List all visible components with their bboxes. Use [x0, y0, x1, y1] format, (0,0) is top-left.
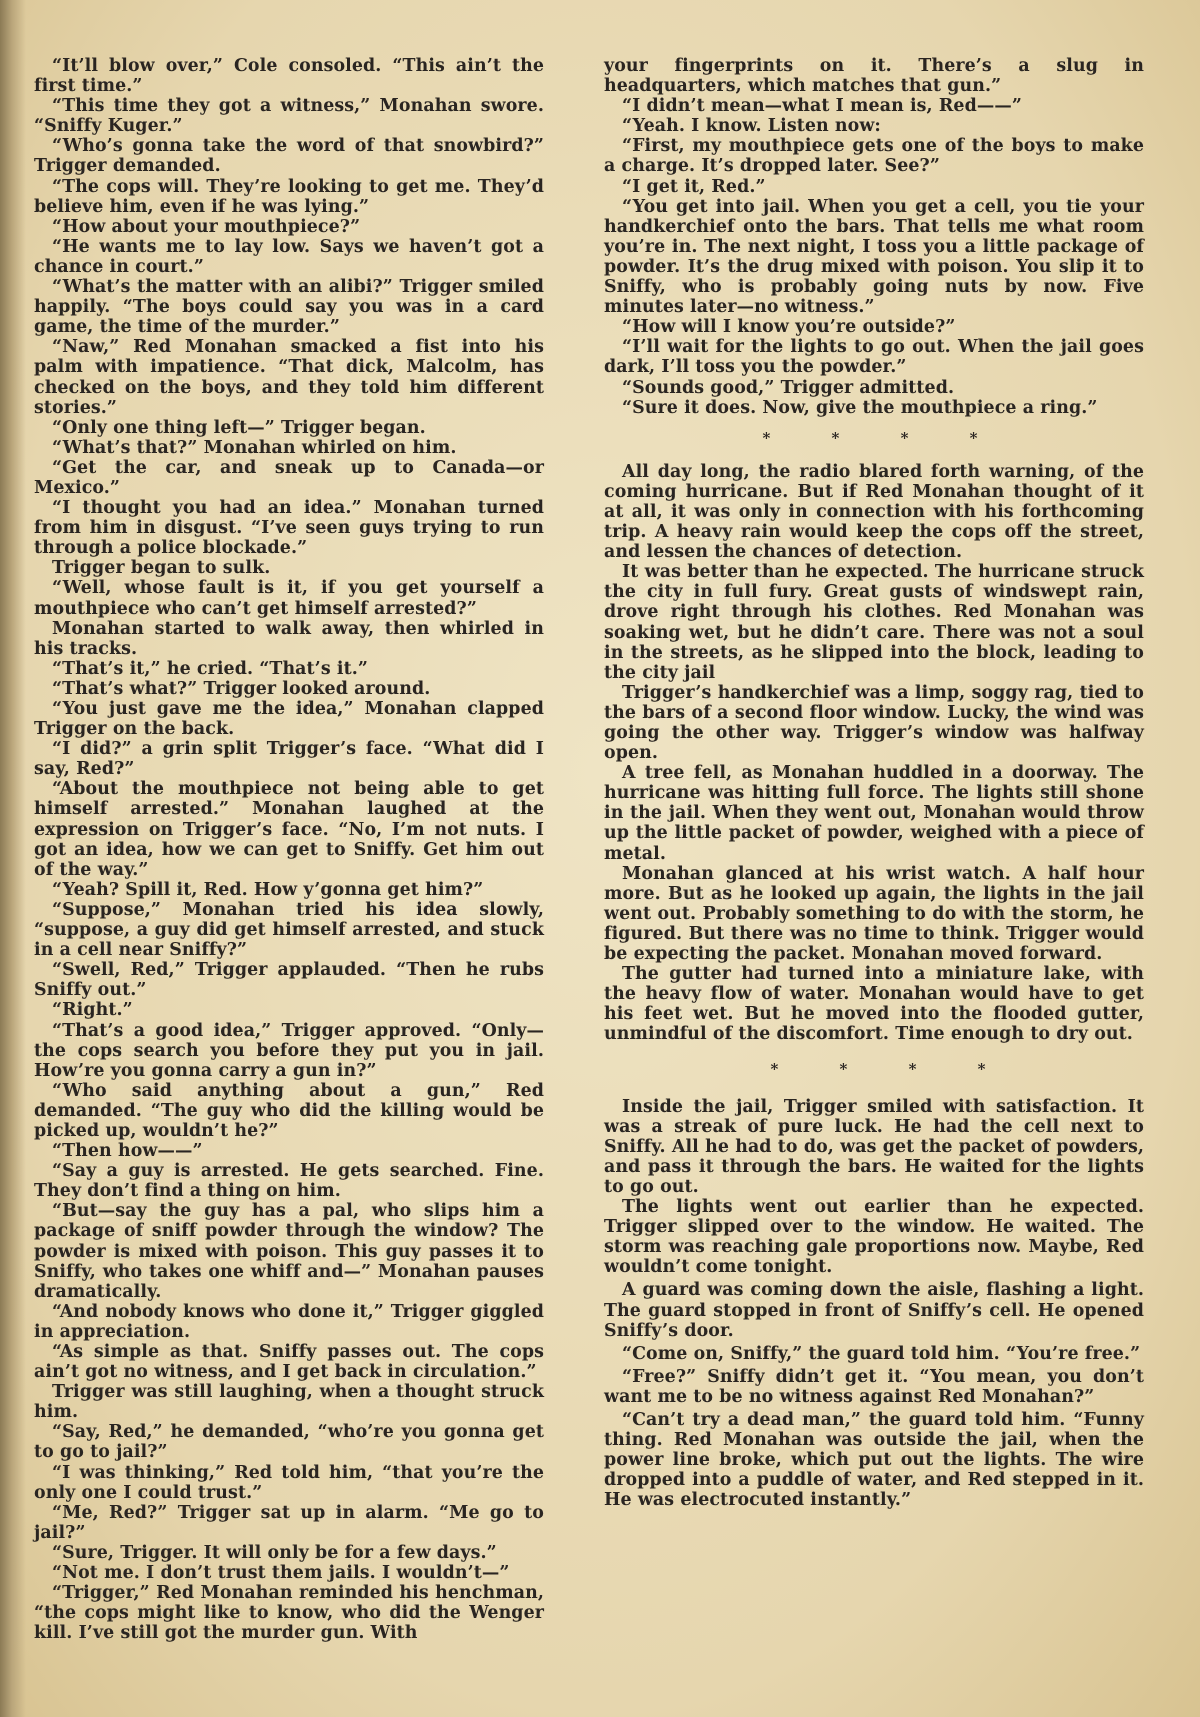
paragraph: “You get into jail. When you get a cell, you tie your handkerchief onto the bars. That tells me what room you’re in. The next night, I toss you a little package of powder. It’s the drug mixed with poison. You slip it to Sniffy, who is probably going nuts by now. Five minutes later—no witness.”: [604, 196, 1144, 318]
paragraph: “Can’t try a dead man,” the guard told him. “Funny thing. Red Monahan was outside the jail, when the power line broke, which put out the lights. The wire dropped into a puddle of water, and Red stepped in it. He was electrocuted instantly.”: [604, 1410, 1144, 1511]
paragraph: Monahan glanced at his wrist watch. A half hour more. But as he looked up again, the lights in the jail went out. Probably something to do with the storm, he figured. But there was no time to think. Trigger would be expecting the packet. Monahan moved forward.: [604, 863, 1144, 965]
paragraph: “Who said anything about a gun,” Red demanded. “The guy who did the killing would be picked up, wouldn’t he?”: [34, 1080, 544, 1141]
paragraph: “Suppose,” Monahan tried his idea slowly, “suppose, a guy did get himself arrested, and stuck in a cell near Sniffy?”: [34, 899, 544, 961]
paragraph: your fingerprints on it. There’s a slug in headquarters, which matches that gun.”: [604, 56, 1144, 97]
left-column: [34, 56, 544, 1643]
paragraph: “Come on, Sniffy,” the guard told him. “You’re free.”: [622, 1343, 1141, 1364]
paragraph: A tree fell, as Monahan huddled in a doorway. The hurricane was hitting full force. The lights still shone in the jail. When they went out, Monahan would throw up the little packet of powder, weighed with a piece of metal.: [604, 763, 1144, 864]
paragraph: “I get it, Red.”: [622, 176, 766, 197]
paragraph: “What’s that?” Monahan whirled on him.: [52, 437, 457, 458]
paragraph: “Sure it does. Now, give the mouthpiece a ring.”: [622, 397, 1098, 418]
paragraph: A guard was coming down the aisle, flashing a light. The guard stopped in front of Sniffy’s cell. He opened Sniffy’s door.: [604, 1280, 1144, 1341]
paragraph: “The cops will. They’re looking to get me. They’d believe him, even if he was lying.”: [34, 176, 544, 217]
paragraph: “Swell, Red,” Trigger applauded. “Then he rubs Sniffy out.”: [34, 960, 544, 1001]
paragraph: “Say, Red,” he demanded, “who’re you gonna get to go to jail?”: [34, 1422, 544, 1463]
paragraph: “Well, whose fault is it, if you get yourself a mouthpiece who can’t get himself arrested?”: [34, 578, 544, 619]
paragraph: “Who’s gonna take the word of that snowbird?” Trigger demanded.: [34, 136, 544, 177]
paragraph: “As simple as that. Sniffy passes out. The cops ain’t got no witness, and I get back in circulation.”: [34, 1342, 544, 1383]
paragraph: “This time they got a witness,” Monahan swore. “Sniffy Kuger.”: [34, 96, 544, 137]
section-break: * * * *: [770, 1059, 1014, 1078]
paragraph: “About the mouthpiece not being able to get himself arrested.” Monahan laughed at the expression on Trigger’s face. “No, I’m not nuts. I got an idea, how we can get to Sniffy. Get him out of the way.”: [34, 779, 544, 880]
paragraph: The gutter had turned into a miniature lake, with the heavy flow of water. Monahan would have to get his feet wet. But he moved into the flooded gutter, unmindful of the discomfort. Time enough to dry out.: [604, 964, 1144, 1045]
paragraph: “Say a guy is arrested. He gets searched. Fine. They don’t find a thing on him.: [34, 1161, 544, 1202]
paragraph: “Trigger,” Red Monahan reminded his henchman, “the cops might like to know, who did the Wenger kill. I’ve still got the murder gun. With: [34, 1583, 544, 1644]
paragraph: Trigger began to sulk.: [52, 558, 271, 579]
paragraph: Monahan started to walk away, then whirled in his tracks.: [34, 618, 544, 659]
paragraph: The lights went out earlier than he expected. Trigger slipped over to the window. He waited. The storm was reaching gale proportions now. Maybe, Red wouldn’t come tonight.: [604, 1197, 1144, 1278]
paragraph: “You just gave me the idea,” Monahan clapped Trigger on the back.: [34, 699, 544, 740]
paragraph: “I was thinking,” Red told him, “that you’re the only one I could trust.”: [34, 1462, 544, 1503]
paragraph: Trigger was still laughing, when a thought struck him.: [34, 1382, 544, 1423]
paragraph: It was better than he expected. The hurricane struck the city in full fury. Great gusts of windswept rain, drove right through his clothes. Red Monahan was soaking wet, but he didn’t care. There was not a soul in the streets, as he slipped into the block, leading to the city jail: [604, 562, 1144, 683]
paragraph: “Sure, Trigger. It will only be for a few days.”: [52, 1542, 497, 1563]
paragraph: “Yeah. I know. Listen now:: [622, 116, 881, 137]
paragraph: “How will I know you’re outside?”: [622, 317, 956, 338]
paragraph: All day long, the radio blared forth warning, of the coming hurricane. But if Red Monahan thought of it at all, it was only in connection with his forthcoming trip. A heavy rain would keep the cops off the street, and lessen the chances of detection.: [604, 461, 1144, 563]
paragraph: “I didn’t mean—what I mean is, Red——”: [622, 96, 1022, 117]
paragraph: “That’s what?” Trigger looked around.: [52, 678, 431, 699]
paragraph: “Get the car, and sneak up to Canada—or Mexico.”: [34, 457, 544, 498]
paragraph: “Then how——”: [52, 1141, 203, 1162]
paragraph: “First, my mouthpiece gets one of the boys to make a charge. It’s dropped later. See?”: [604, 136, 1144, 177]
paragraph: “But—say the guy has a pal, who slips him a package of sniff powder through the window? The powder is mixed with poison. This guy passes it to Sniffy, who takes one whiff and—” Monahan pauses dramatically.: [34, 1201, 544, 1302]
paragraph: “Sounds good,” Trigger admitted.: [622, 377, 955, 398]
paragraph: “I did?” a grin split Trigger’s face. “What did I say, Red?”: [34, 739, 544, 780]
paragraph: “I’ll wait for the lights to go out. When the jail goes dark, I’ll toss you the powder.”: [604, 337, 1144, 378]
paragraph: Trigger’s handkerchief was a limp, soggy rag, tied to the bars of a second floor window. Lucky, the wind was going the other way. Trigger’s window was halfway open.: [604, 682, 1144, 764]
paragraph: “And nobody knows who done it,” Trigger giggled in appreciation.: [34, 1301, 544, 1342]
paragraph: Inside the jail, Trigger smiled with satisfaction. It was a streak of pure luck. He had the cell next to Sniffy. All he had to do, was get the packet of powders, and pass it through the bars. He waited for the lights to go out.: [604, 1096, 1144, 1197]
paragraph: “It’ll blow over,” Cole consoled. “This ain’t the first time.”: [34, 56, 544, 97]
paragraph: “How about your mouthpiece?”: [52, 216, 361, 237]
paragraph: “That’s it,” he cried. “That’s it.”: [52, 658, 368, 679]
page-spine-shadow: [0, 0, 26, 1717]
paragraph: “That’s a good idea,” Trigger approved. “Only—the cops search you before they put you in jail. How’re you gonna carry a gun in?”: [34, 1020, 544, 1081]
right-column: [604, 56, 1144, 1510]
paragraph: “Yeah? Spill it, Red. How y’gonna get him?”: [52, 879, 484, 900]
paragraph: “I thought you had an idea.” Monahan turned from him in disgust. “I’ve seen guys trying to run through a police blockade.”: [34, 498, 544, 559]
paragraph: “Only one thing left—” Trigger began.: [52, 417, 426, 438]
paragraph: “Naw,” Red Monahan smacked a fist into his palm with impatience. “That dick, Malcolm, has checked on the boys, and they told him different stories.”: [34, 337, 544, 418]
paragraph: “What’s the matter with an alibi?” Trigger smiled happily. “The boys could say you was in a card game, the time of the murder.”: [34, 277, 544, 338]
paragraph: “Right.”: [52, 1000, 133, 1021]
paragraph: “Me, Red?” Trigger sat up in alarm. “Me go to jail?”: [34, 1502, 544, 1543]
paragraph: “Not me. I don’t trust them jails. I wouldn’t—”: [52, 1563, 510, 1584]
paragraph: “Free?” Sniffy didn’t get it. “You mean, you don’t want me to be no witness against Red Monahan?”: [604, 1366, 1144, 1407]
paragraph: “He wants me to lay low. Says we haven’t got a chance in court.”: [34, 236, 544, 277]
section-break: * * * *: [762, 428, 1006, 447]
